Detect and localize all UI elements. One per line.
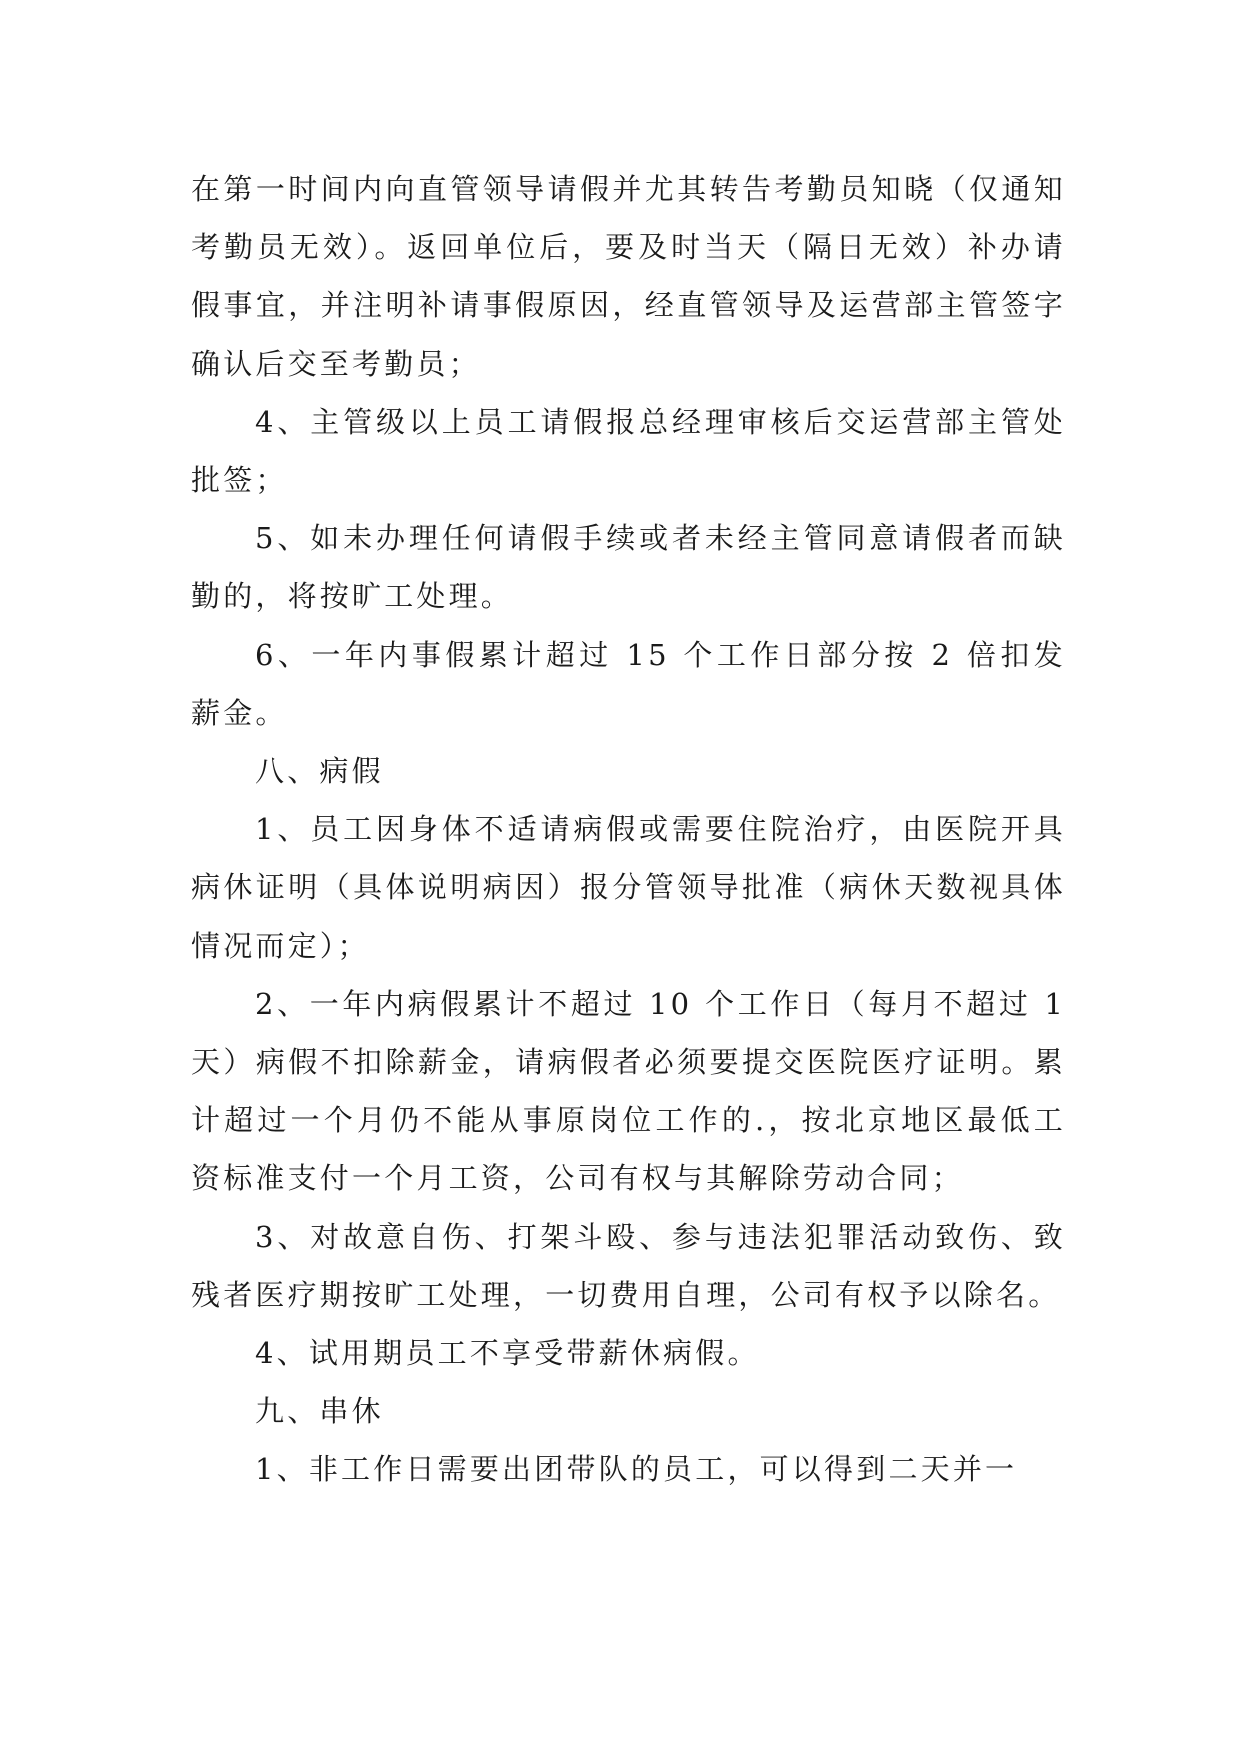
paragraph-sick-item-2: 2、一年内病假累计不超过 10 个工作日（每月不超过 1 天）病假不扣除薪金，请病假者必须要提交医院医疗证明。累计超过一个月仍不能从事原岗位工作的.，按北京地区最低工资标准支付一个月工资，公司有权与其解除劳动合同； xyxy=(191,986,1066,1196)
paragraph-sick-item-1: 1、员工因身体不适请病假或需要住院治疗，由医院开具病休证明（具体说明病因）报分管领导批准（病休天数视具体情况而定）； xyxy=(191,812,1066,963)
section-heading-shift-rest: 九、串休 xyxy=(255,1394,384,1429)
paragraph-sick-item-3: 3、对故意自伤、打架斗殴、参与违法犯罪活动致伤、致残者医疗期按旷工处理，一切费用自理，公司有权予以除名。 xyxy=(191,1219,1066,1312)
document-body xyxy=(191,160,1066,1499)
paragraph-sick-item-4: 4、试用期员工不享受带薪休病假。 xyxy=(255,1336,760,1371)
paragraph-item-5: 5、如未办理任何请假手续或者未经主管同意请假者而缺勤的，将按旷工处理。 xyxy=(191,521,1066,614)
paragraph-item-4: 4、主管级以上员工请假报总经理审核后交运营部主管处批签； xyxy=(191,404,1066,498)
paragraph-item-6: 6、一年内事假累计超过 15 个工作日部分按 2 倍扣发薪金。 xyxy=(191,637,1066,730)
paragraph-leave-procedure: 在第一时间内向直管领导请假并尤其转告考勤员知晓（仅通知考勤员无效）。返回单位后，要及时当天（隔日无效）补办请假事宜，并注明补请事假原因，经直管领导及运营部主管签字确认后交至考勤员； xyxy=(191,172,1066,381)
section-heading-sick-leave: 八、病假 xyxy=(255,754,384,789)
paragraph-shift-item-1: 1、非工作日需要出团带队的员工，可以得到二天并一 xyxy=(255,1452,1018,1487)
